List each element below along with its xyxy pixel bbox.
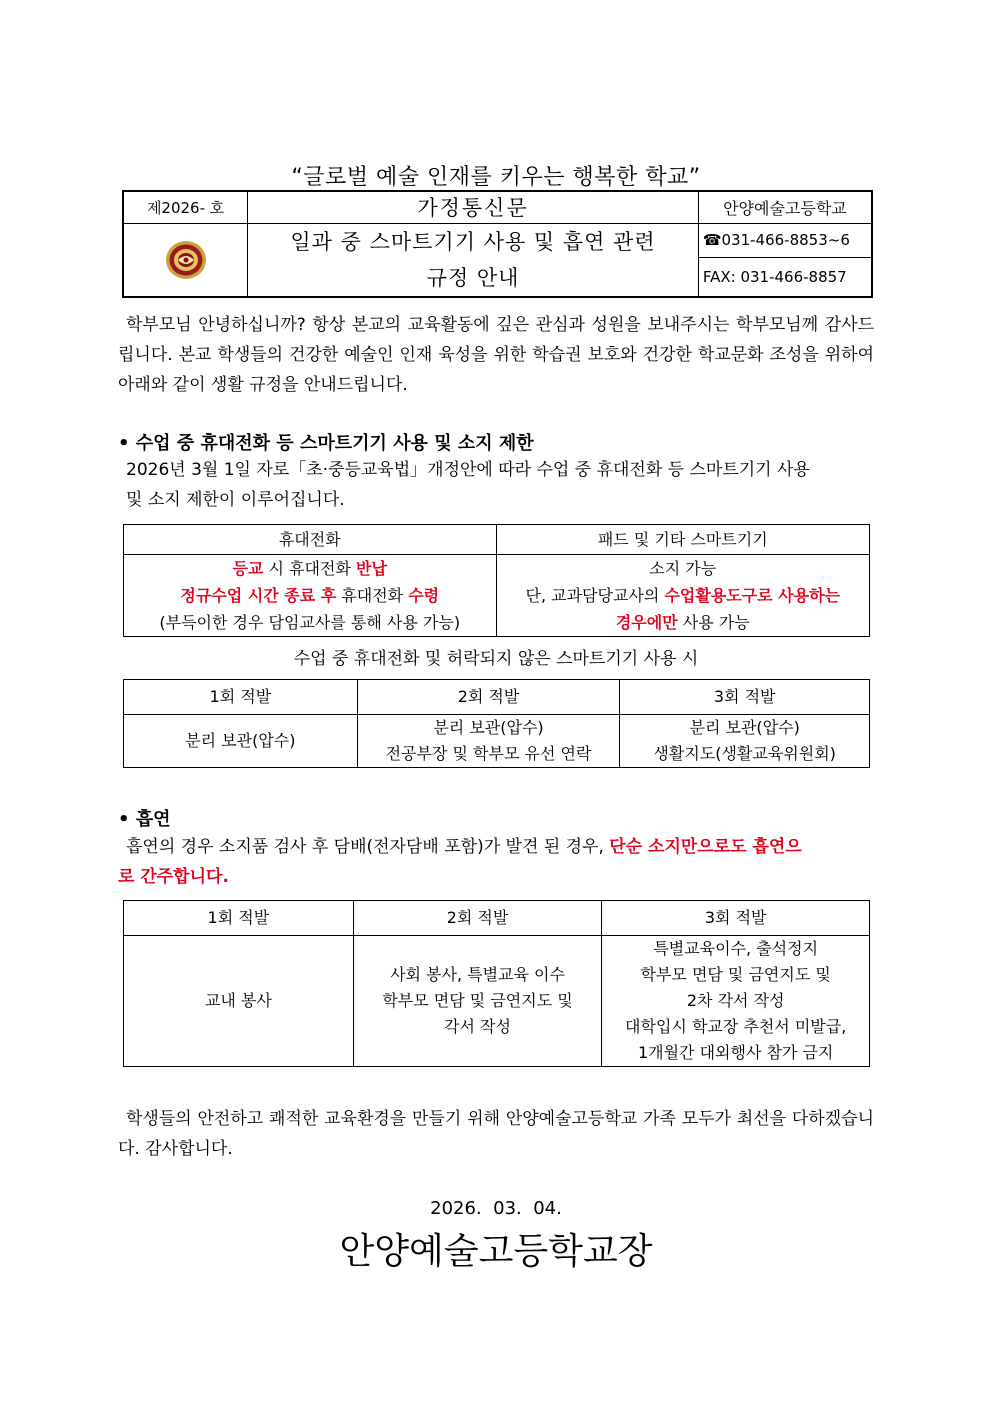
subject-cell xyxy=(248,223,699,297)
emblem-cell xyxy=(123,223,248,297)
violation-header-2: 2회 적발 xyxy=(357,680,620,715)
pad-rule-3: 경우에만 사용 가능 xyxy=(615,613,750,632)
phone-rule-1: 등교 시 휴대전화 반납 xyxy=(232,559,387,578)
subject-line-1: 일과 중 스마트기기 사용 및 흡연 관련 xyxy=(290,229,656,254)
intro-paragraph: 학부모님 안녕하십니까? 항상 본교의 교육활동에 깊은 관심과 성원을 보내주시는 학부모님께 감사드립니다. 본교 학생들의 건강한 예술인 인재 육성을 위한 학습권 보호와 건강한 학교문화 조성을 위하여 아래와 같이 생활 규정을 안내드립니다. xyxy=(118,315,874,395)
principal-signature: 안양예술고등학교장 xyxy=(339,1231,653,1272)
phone-number: ☎031-466-8853~6 xyxy=(698,223,872,257)
issue-date: 2026. 03. 04. xyxy=(430,1198,562,1219)
violation-caption: 수업 중 휴대전화 및 허락되지 않은 스마트기기 사용 시 xyxy=(293,649,699,669)
smoking-header-1: 1회 적발 xyxy=(124,901,354,936)
section-smoking-title: • 흡연 xyxy=(118,809,171,830)
section-smartdevice-desc-line2: 및 소지 제한이 이루어집니다. xyxy=(126,490,345,510)
closing-paragraph: 학생들의 안전하고 쾌적한 교육환경을 만들기 위해 안양예술고등학교 가족 모두가 최선을 다하겠습니다. 감사합니다. xyxy=(118,1109,874,1159)
school-emblem-icon xyxy=(164,238,208,282)
section-smoking-desc: 흡연의 경우 소지품 검사 후 담배(전자담배 포함)가 발견 된 경우, 단순 소지만으로도 흡연으 로 간주합니다. xyxy=(118,837,802,887)
smoking-header-3: 3회 적발 xyxy=(602,901,870,936)
phone-col-header: 휴대전화 xyxy=(124,525,497,555)
smoking-penalty-table xyxy=(123,900,870,1067)
phone-rules-cell xyxy=(124,555,497,637)
pad-rule-1: 소지 가능 xyxy=(649,559,717,578)
phone-rule-3: (부득이한 경우 담임교사를 통해 사용 가능) xyxy=(159,613,461,632)
smoking-penalty-1: 교내 봉사 xyxy=(124,936,354,1067)
phone-rule-2: 정규수업 시간 종료 후 휴대전화 수령 xyxy=(180,586,440,605)
pad-rules-cell xyxy=(496,555,870,637)
violation-penalty-3: 분리 보관(압수) 생활지도(생활교육위원회) xyxy=(620,715,870,768)
device-rules-table xyxy=(123,524,870,637)
slogan: “글로벌 예술 인재를 키우는 행복한 학교” xyxy=(291,165,701,190)
pad-rule-2: 단, 교과담당교사의 수업활용도구로 사용하는 xyxy=(525,586,840,605)
smoking-header-2: 2회 적발 xyxy=(353,901,602,936)
violation-header-3: 3회 적발 xyxy=(620,680,870,715)
issue-number: 제2026- 호 xyxy=(123,191,248,223)
section-smartdevice-desc-line1: 2026년 3월 1일 자로「초·중등교육법」개정안에 따라 수업 중 휴대전화 등 스마트기기 사용 xyxy=(126,460,810,480)
violation-penalty-2: 분리 보관(압수) 전공부장 및 학부모 유선 연락 xyxy=(357,715,620,768)
school-name: 안양예술고등학교 xyxy=(698,191,872,223)
section-smartdevice-desc xyxy=(118,455,874,515)
section-smartdevice-title: • 수업 중 휴대전화 등 스마트기기 사용 및 소지 제한 xyxy=(118,433,534,454)
fax-number: FAX: 031-466-8857 xyxy=(698,257,872,297)
device-violation-table xyxy=(123,679,870,768)
subject-line-2: 규정 안내 xyxy=(426,265,520,290)
newsletter-header xyxy=(122,190,873,298)
smoking-penalty-2: 사회 봉사, 특별교육 이수 학부모 면담 및 금연지도 및 각서 작성 xyxy=(353,936,602,1067)
smoking-penalty-3: 특별교육이수, 출석정지 학부모 면담 및 금연지도 및 2차 각서 작성 대학입시 학교장 추천서 미발급, 1개월간 대외행사 참가 금지 xyxy=(602,936,870,1067)
violation-header-1: 1회 적발 xyxy=(124,680,358,715)
violation-penalty-1: 분리 보관(압수) xyxy=(124,715,358,768)
newsletter-title: 가정통신문 xyxy=(248,191,699,223)
pad-col-header: 패드 및 기타 스마트기기 xyxy=(496,525,870,555)
